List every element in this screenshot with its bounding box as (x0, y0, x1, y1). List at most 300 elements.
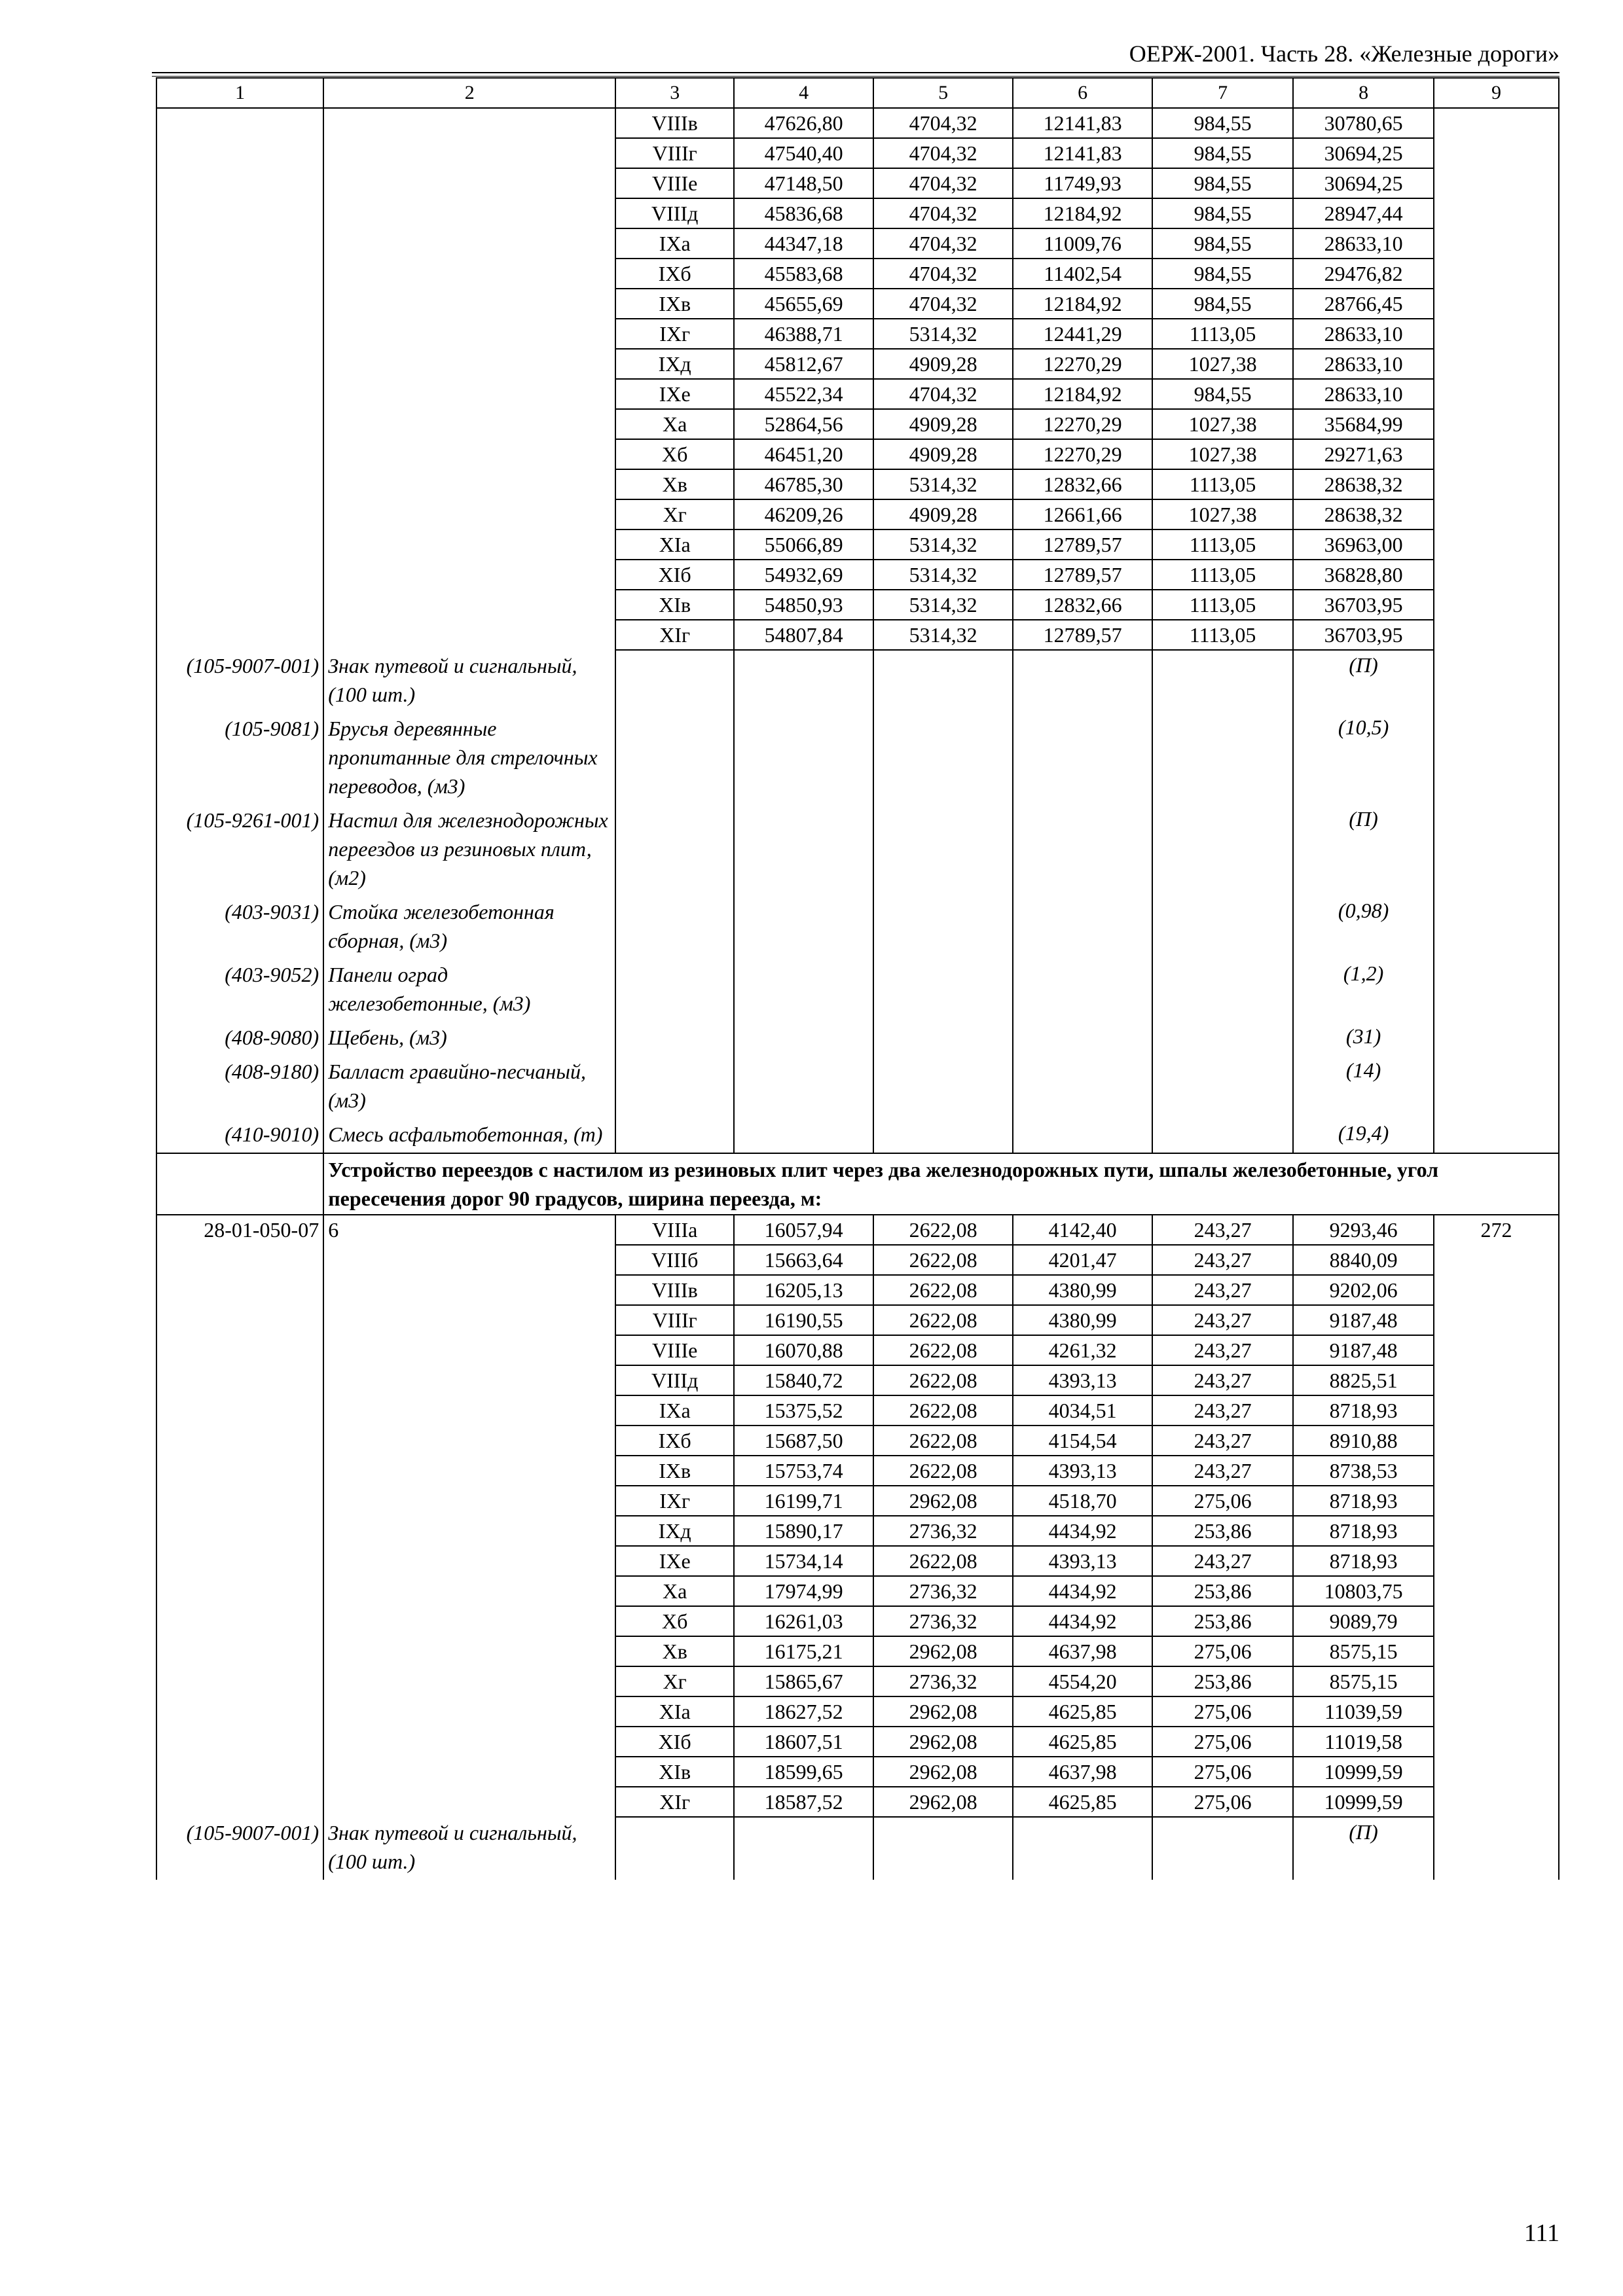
material-row (156, 804, 1559, 896)
table-row (156, 1696, 1559, 1727)
labor-cell (1434, 1576, 1559, 1606)
total-cost-cell: 47540,40 (734, 138, 873, 168)
materials-cost-cell: 8718,93 (1293, 1395, 1434, 1426)
machinery-cell: 12789,57 (1013, 620, 1152, 650)
machinery-cell: 4625,85 (1013, 1696, 1152, 1727)
wages-cell: 5314,32 (873, 529, 1013, 560)
table-row (156, 289, 1559, 319)
labor-cell (1434, 1516, 1559, 1546)
table-row (156, 620, 1559, 650)
wages-cell: 4909,28 (873, 349, 1013, 379)
zone-cell: VIIIб (615, 1245, 734, 1275)
page-number: 111 (1523, 2219, 1559, 2247)
section-blank (156, 1153, 323, 1215)
operator-wages-cell: 243,27 (1152, 1365, 1293, 1395)
code-cell (156, 1486, 323, 1516)
zone-cell: VIIIг (615, 1305, 734, 1335)
labor-cell (1434, 198, 1559, 228)
zone-cell: IXв (615, 289, 734, 319)
code-cell (156, 469, 323, 499)
materials-cost-cell: 8738,53 (1293, 1456, 1434, 1486)
machinery-cell: 4034,51 (1013, 1395, 1152, 1426)
name-cell (323, 138, 615, 168)
wages-cell: 4704,32 (873, 289, 1013, 319)
total-cost-cell: 55066,89 (734, 529, 873, 560)
empty-cell (1152, 1056, 1293, 1119)
operator-wages-cell: 275,06 (1152, 1636, 1293, 1666)
total-cost-cell: 15375,52 (734, 1395, 873, 1426)
table-row (156, 379, 1559, 409)
empty-cell (1434, 1022, 1559, 1056)
materials-cost-cell: 10999,59 (1293, 1787, 1434, 1817)
material-row (156, 896, 1559, 959)
empty-cell (1434, 959, 1559, 1022)
machinery-cell: 4518,70 (1013, 1486, 1152, 1516)
table-row (156, 1275, 1559, 1305)
table-row (156, 590, 1559, 620)
column-number-row (156, 78, 1559, 108)
table-row (156, 1245, 1559, 1275)
name-cell (323, 1727, 615, 1757)
section-title: Устройство переездов с настилом из резиновых плит через два железнодорожных пути, шпалы железобетонные, угол пересечения дорог 90 градусов, ширина переезда, м: (323, 1153, 1559, 1215)
materials-cost-cell: 11019,58 (1293, 1727, 1434, 1757)
name-cell (323, 1757, 615, 1787)
total-cost-cell: 45583,68 (734, 259, 873, 289)
empty-cell (1434, 1817, 1559, 1880)
empty-cell (873, 1119, 1013, 1153)
name-cell (323, 1365, 615, 1395)
empty-cell (734, 1119, 873, 1153)
zone-cell: IXг (615, 319, 734, 349)
labor-cell (1434, 590, 1559, 620)
operator-wages-cell: 253,86 (1152, 1666, 1293, 1696)
operator-wages-cell: 243,27 (1152, 1305, 1293, 1335)
total-cost-cell: 16205,13 (734, 1275, 873, 1305)
operator-wages-cell: 253,86 (1152, 1576, 1293, 1606)
empty-cell (1152, 959, 1293, 1022)
zone-cell: Xб (615, 1606, 734, 1636)
name-cell (323, 620, 615, 650)
name-cell (323, 1486, 615, 1516)
machinery-cell: 12141,83 (1013, 108, 1152, 138)
operator-wages-cell: 275,06 (1152, 1757, 1293, 1787)
empty-cell (1013, 713, 1152, 804)
page-header: ОЕРЖ-2001. Часть 28. «Железные дороги» (1129, 41, 1559, 67)
materials-cost-cell: 9187,48 (1293, 1305, 1434, 1335)
total-cost-cell: 15734,14 (734, 1546, 873, 1576)
table-row (156, 259, 1559, 289)
name-cell (323, 108, 615, 138)
machinery-cell: 12441,29 (1013, 319, 1152, 349)
machinery-cell: 4434,92 (1013, 1516, 1152, 1546)
code-cell (156, 168, 323, 198)
empty-cell (734, 804, 873, 896)
materials-cost-cell: 28633,10 (1293, 228, 1434, 259)
wages-cell: 2622,08 (873, 1395, 1013, 1426)
zone-cell: XIг (615, 1787, 734, 1817)
table-row (156, 1426, 1559, 1456)
wages-cell: 2962,08 (873, 1486, 1013, 1516)
operator-wages-cell: 275,06 (1152, 1486, 1293, 1516)
operator-wages-cell: 1027,38 (1152, 409, 1293, 439)
name-cell (323, 1606, 615, 1636)
materials-cost-cell: 8575,15 (1293, 1666, 1434, 1696)
header-rule-thin (152, 76, 1559, 77)
total-cost-cell: 47148,50 (734, 168, 873, 198)
materials-cost-cell: 9187,48 (1293, 1335, 1434, 1365)
total-cost-cell: 16070,88 (734, 1335, 873, 1365)
operator-wages-cell: 275,06 (1152, 1696, 1293, 1727)
empty-cell (873, 959, 1013, 1022)
zone-cell: IXб (615, 259, 734, 289)
material-qty: (П) (1293, 804, 1434, 896)
code-cell (156, 1576, 323, 1606)
code-cell (156, 439, 323, 469)
operator-wages-cell: 243,27 (1152, 1245, 1293, 1275)
wages-cell: 2736,32 (873, 1516, 1013, 1546)
material-row (156, 959, 1559, 1022)
col-header: 6 (1013, 78, 1152, 108)
machinery-cell: 11749,93 (1013, 168, 1152, 198)
total-cost-cell: 15663,64 (734, 1245, 873, 1275)
code-cell (156, 259, 323, 289)
material-qty: (31) (1293, 1022, 1434, 1056)
total-cost-cell: 17974,99 (734, 1576, 873, 1606)
wages-cell: 2622,08 (873, 1456, 1013, 1486)
materials-cost-cell: 8575,15 (1293, 1636, 1434, 1666)
wages-cell: 4909,28 (873, 439, 1013, 469)
empty-cell (734, 1022, 873, 1056)
code-cell (156, 1426, 323, 1456)
machinery-cell: 4154,54 (1013, 1426, 1152, 1456)
operator-wages-cell: 1113,05 (1152, 560, 1293, 590)
code-cell (156, 590, 323, 620)
material-qty: (19,4) (1293, 1119, 1434, 1153)
zone-cell: IXа (615, 228, 734, 259)
code-cell (156, 1606, 323, 1636)
table-row (156, 1546, 1559, 1576)
empty-cell (1152, 1817, 1293, 1880)
zone-cell: XIа (615, 1696, 734, 1727)
wages-cell: 2622,08 (873, 1335, 1013, 1365)
labor-cell (1434, 1456, 1559, 1486)
labor-cell (1434, 1395, 1559, 1426)
name-cell (323, 1305, 615, 1335)
zone-cell: Xб (615, 439, 734, 469)
wages-cell: 4704,32 (873, 108, 1013, 138)
table-row (156, 499, 1559, 529)
machinery-cell: 11402,54 (1013, 259, 1152, 289)
empty-cell (615, 804, 734, 896)
empty-cell (615, 1119, 734, 1153)
crossing-width: 6 (323, 1215, 615, 1245)
wages-cell: 4909,28 (873, 409, 1013, 439)
zone-cell: VIIIг (615, 138, 734, 168)
empty-cell (734, 1817, 873, 1880)
labor-cell (1434, 1426, 1559, 1456)
wages-cell: 4704,32 (873, 138, 1013, 168)
operator-wages-cell: 984,55 (1152, 168, 1293, 198)
zone-cell: IXв (615, 1456, 734, 1486)
empty-cell (873, 713, 1013, 804)
operator-wages-cell: 1027,38 (1152, 349, 1293, 379)
operator-wages-cell: 1113,05 (1152, 620, 1293, 650)
labor-cell (1434, 1787, 1559, 1817)
total-cost-cell: 16175,21 (734, 1636, 873, 1666)
empty-cell (873, 896, 1013, 959)
operator-wages-cell: 984,55 (1152, 379, 1293, 409)
machinery-cell: 4434,92 (1013, 1576, 1152, 1606)
name-cell (323, 1576, 615, 1606)
empty-cell (1434, 1056, 1559, 1119)
material-qty: (0,98) (1293, 896, 1434, 959)
materials-cost-cell: 36963,00 (1293, 529, 1434, 560)
total-cost-cell: 46785,30 (734, 469, 873, 499)
material-row (156, 1119, 1559, 1153)
total-cost-cell: 44347,18 (734, 228, 873, 259)
total-cost-cell: 46209,26 (734, 499, 873, 529)
code-cell (156, 620, 323, 650)
empty-cell (1152, 713, 1293, 804)
header-rule (152, 72, 1559, 73)
labor-cell (1434, 499, 1559, 529)
material-code: (105-9007-001) (156, 1817, 323, 1880)
wages-cell: 4704,32 (873, 228, 1013, 259)
materials-cost-cell: 8825,51 (1293, 1365, 1434, 1395)
name-cell (323, 469, 615, 499)
machinery-cell: 4637,98 (1013, 1636, 1152, 1666)
labor-cell (1434, 319, 1559, 349)
code-cell (156, 228, 323, 259)
total-cost-cell: 47626,80 (734, 108, 873, 138)
zone-cell: VIIIв (615, 1275, 734, 1305)
material-qty: (П) (1293, 650, 1434, 713)
machinery-cell: 12141,83 (1013, 138, 1152, 168)
zone-cell: Xг (615, 499, 734, 529)
zone-cell: XIб (615, 560, 734, 590)
material-name: Настил для железнодорожных переездов из резиновых плит, (м2) (323, 804, 615, 896)
materials-cost-cell: 36703,95 (1293, 590, 1434, 620)
material-qty: (10,5) (1293, 713, 1434, 804)
labor-cell (1434, 1696, 1559, 1727)
total-cost-cell: 16199,71 (734, 1486, 873, 1516)
name-cell (323, 379, 615, 409)
col-header: 9 (1434, 78, 1559, 108)
zone-cell: IXд (615, 349, 734, 379)
code-cell (156, 1696, 323, 1727)
empty-cell (734, 1056, 873, 1119)
col-header: 4 (734, 78, 873, 108)
empty-cell (615, 959, 734, 1022)
wages-cell: 4704,32 (873, 379, 1013, 409)
empty-cell (873, 1817, 1013, 1880)
name-cell (323, 1275, 615, 1305)
table-row (156, 1365, 1559, 1395)
name-cell (323, 499, 615, 529)
table-row (156, 319, 1559, 349)
machinery-cell: 4142,40 (1013, 1215, 1152, 1245)
name-cell (323, 1516, 615, 1546)
table-row (156, 198, 1559, 228)
code-cell (156, 1305, 323, 1335)
material-qty: (П) (1293, 1817, 1434, 1880)
operator-wages-cell: 275,06 (1152, 1727, 1293, 1757)
empty-cell (1152, 650, 1293, 713)
table-row (156, 349, 1559, 379)
empty-cell (1013, 804, 1152, 896)
materials-cost-cell: 10999,59 (1293, 1757, 1434, 1787)
table-row (156, 529, 1559, 560)
name-cell (323, 1395, 615, 1426)
labor-cell (1434, 469, 1559, 499)
empty-cell (1013, 959, 1152, 1022)
labor-cell (1434, 409, 1559, 439)
table-row (156, 138, 1559, 168)
operator-wages-cell: 984,55 (1152, 198, 1293, 228)
material-code: (403-9052) (156, 959, 323, 1022)
materials-cost-cell: 28633,10 (1293, 349, 1434, 379)
code-cell (156, 138, 323, 168)
operator-wages-cell: 1027,38 (1152, 499, 1293, 529)
empty-cell (1434, 1119, 1559, 1153)
material-row (156, 1817, 1559, 1880)
materials-cost-cell: 8910,88 (1293, 1426, 1434, 1456)
code-cell (156, 198, 323, 228)
empty-cell (1152, 896, 1293, 959)
machinery-cell: 4201,47 (1013, 1245, 1152, 1275)
empty-cell (1152, 1022, 1293, 1056)
operator-wages-cell: 1113,05 (1152, 590, 1293, 620)
materials-cost-cell: 35684,99 (1293, 409, 1434, 439)
code-cell (156, 409, 323, 439)
total-cost-cell: 15840,72 (734, 1365, 873, 1395)
total-cost-cell: 15865,67 (734, 1666, 873, 1696)
wages-cell: 2622,08 (873, 1305, 1013, 1335)
machinery-cell: 4261,32 (1013, 1335, 1152, 1365)
materials-cost-cell: 30780,65 (1293, 108, 1434, 138)
materials-cost-cell: 28633,10 (1293, 319, 1434, 349)
labor-cell (1434, 529, 1559, 560)
wages-cell: 2622,08 (873, 1275, 1013, 1305)
name-cell (323, 560, 615, 590)
table-row (156, 1576, 1559, 1606)
name-cell (323, 349, 615, 379)
material-name: Панели оград железобетонные, (м3) (323, 959, 615, 1022)
operator-wages-cell: 243,27 (1152, 1426, 1293, 1456)
zone-cell: XIв (615, 590, 734, 620)
machinery-cell: 12661,66 (1013, 499, 1152, 529)
name-cell (323, 1636, 615, 1666)
materials-cost-cell: 9202,06 (1293, 1275, 1434, 1305)
operator-wages-cell: 1113,05 (1152, 319, 1293, 349)
machinery-cell: 4625,85 (1013, 1787, 1152, 1817)
empty-cell (873, 1022, 1013, 1056)
wages-cell: 4704,32 (873, 198, 1013, 228)
operator-wages-cell: 243,27 (1152, 1546, 1293, 1576)
operator-wages-cell: 275,06 (1152, 1787, 1293, 1817)
materials-cost-cell: 30694,25 (1293, 138, 1434, 168)
wages-cell: 5314,32 (873, 469, 1013, 499)
material-name: Смесь асфальтобетонная, (т) (323, 1119, 615, 1153)
section-row (156, 1153, 1559, 1215)
machinery-cell: 12270,29 (1013, 439, 1152, 469)
zone-cell: IXе (615, 1546, 734, 1576)
machinery-cell: 12789,57 (1013, 529, 1152, 560)
code-cell (156, 349, 323, 379)
machinery-cell: 12832,66 (1013, 469, 1152, 499)
table-row (156, 168, 1559, 198)
code-cell (156, 379, 323, 409)
zone-cell: XIб (615, 1727, 734, 1757)
table-row (156, 1305, 1559, 1335)
total-cost-cell: 45812,67 (734, 349, 873, 379)
material-name: Знак путевой и сигнальный, (100 шт.) (323, 650, 615, 713)
wages-cell: 2736,32 (873, 1666, 1013, 1696)
total-cost-cell: 45836,68 (734, 198, 873, 228)
name-cell (323, 319, 615, 349)
materials-cost-cell: 30694,25 (1293, 168, 1434, 198)
wages-cell: 4704,32 (873, 259, 1013, 289)
table-row (156, 228, 1559, 259)
zone-cell: VIIIа (615, 1215, 734, 1245)
col-header: 1 (156, 78, 323, 108)
empty-cell (1013, 650, 1152, 713)
labor-cell (1434, 349, 1559, 379)
empty-cell (1013, 1817, 1152, 1880)
empty-cell (734, 650, 873, 713)
material-qty: (1,2) (1293, 959, 1434, 1022)
operator-wages-cell: 1113,05 (1152, 529, 1293, 560)
wages-cell: 5314,32 (873, 590, 1013, 620)
table-row (156, 1516, 1559, 1546)
labor-cell (1434, 1275, 1559, 1305)
empty-cell (1434, 896, 1559, 959)
empty-cell (734, 713, 873, 804)
wages-cell: 2622,08 (873, 1215, 1013, 1245)
labor-cell (1434, 1757, 1559, 1787)
labor-cell (1434, 1486, 1559, 1516)
code-cell (156, 1245, 323, 1275)
labor-cell (1434, 439, 1559, 469)
name-cell (323, 1426, 615, 1456)
operator-wages-cell: 243,27 (1152, 1215, 1293, 1245)
table-row (156, 108, 1559, 138)
code-cell (156, 289, 323, 319)
wages-cell: 2962,08 (873, 1636, 1013, 1666)
table-row (156, 1787, 1559, 1817)
wages-cell: 2622,08 (873, 1546, 1013, 1576)
material-name: Знак путевой и сигнальный, (100 шт.) (323, 1817, 615, 1880)
wages-cell: 2736,32 (873, 1606, 1013, 1636)
material-code: (408-9180) (156, 1056, 323, 1119)
machinery-cell: 12184,92 (1013, 379, 1152, 409)
materials-cost-cell: 36828,80 (1293, 560, 1434, 590)
empty-cell (615, 1056, 734, 1119)
material-name: Щебень, (м3) (323, 1022, 615, 1056)
total-cost-cell: 15687,50 (734, 1426, 873, 1456)
code-cell (156, 1666, 323, 1696)
col-header: 7 (1152, 78, 1293, 108)
code-cell (156, 1787, 323, 1817)
operator-wages-cell: 984,55 (1152, 108, 1293, 138)
code-cell (156, 1516, 323, 1546)
materials-cost-cell: 28638,32 (1293, 499, 1434, 529)
machinery-cell: 12184,92 (1013, 198, 1152, 228)
col-header: 5 (873, 78, 1013, 108)
material-row (156, 1056, 1559, 1119)
wages-cell: 2736,32 (873, 1576, 1013, 1606)
material-row (156, 1022, 1559, 1056)
